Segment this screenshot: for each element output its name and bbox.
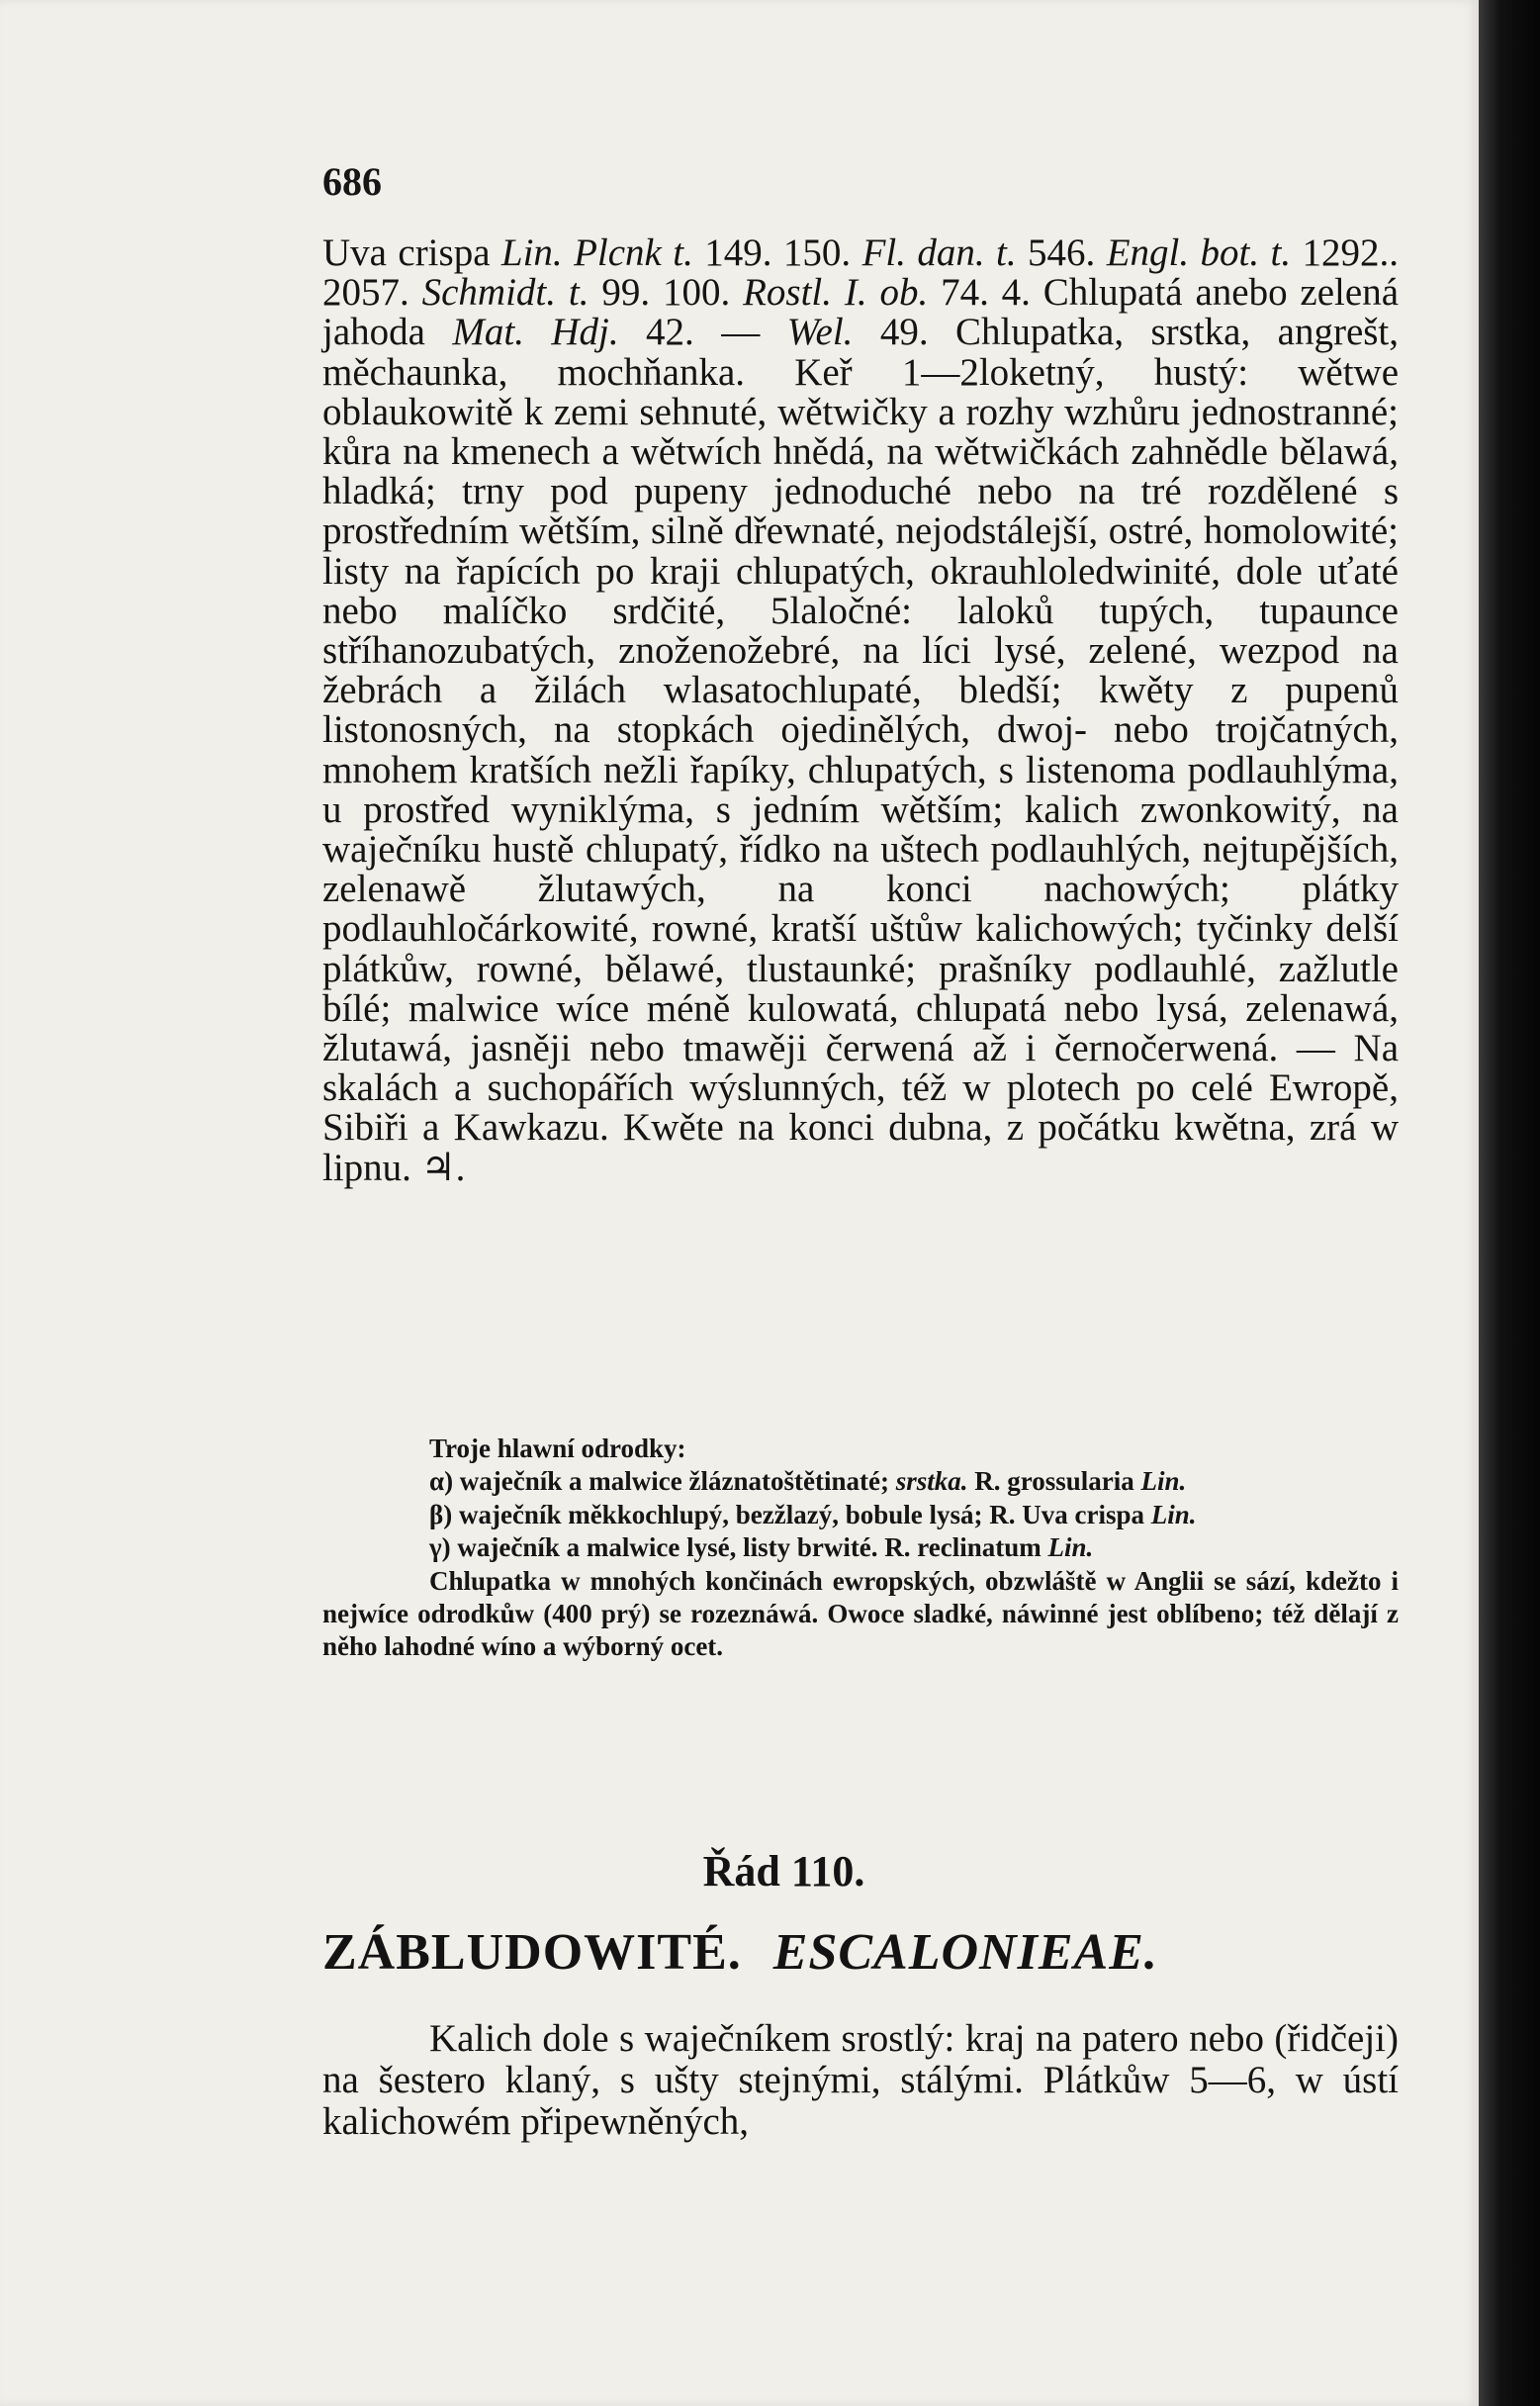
page-number: 686 [322,159,382,204]
entry-description: Keř 1—2loketný, hustý: wětwe oblaukowitě k zemi sehnuté, wětwičky a rozhy wzhůru jednostranné; kůra na kmenech a wětwích hnědá, na wětwičkách zahnědle bělawá, hladká; trny pod pupeny jednoduché nebo na tré rozdělené s prostředním wětším, silně dřewnaté, nejodstálejší, ostré, homolowité; listy na řapících po kraji chlupatých, okrauhloledwinité, dole uťaté nebo malíčko srdčité, 5laločné: laloků tupých, tupaunce stříhanozubatých, znoženožebré, na líci lysé, zelené, wezpod na žebrách a žilách wlasatochlupaté, bledší; kwěty z pupenů listonosných, na stopkách ojedinělých, dwoj- nebo trojčatných, mnohem kratších nežli řapíky, chlupatých, s listenoma podlauhlýma, u prostřed wyniklýma, s jedním wětším; kalich zwonkowitý, na waječníku hustě chlupatý, řídko na uštech podlauhlých, nejtupějších, zelenawě žlutawých, na konci nachowých; plátky podlauhločárkowité, rowné, kratší uštůw kalichowých; tyčinky delší plátkůw, rowné, bělawé, tlustaunké; prašníky podlauhlé, zažlutle bílé; malwice wíce méně kulowatá, chlupatá nebo lysá, zelenawá, žlutawá, jasněji nebo tmawěji čerwená až i černočerwená. — Na skalách a suchopářích wýslunných, též w plotech po celé Ewropě, Sibiři a Kawkazu. Kwěte na konci dubna, z počátku kwětna, zrá w lipnu. ♃. [322,350,1400,1189]
variety-gamma [322,1531,1399,1564]
entry-reference-part: 42. — [618,311,787,354]
entry-common-names: Chlupatka, srstka, angrešt, měchaunka, mochňanka. [322,311,1400,394]
entry-title: Uva crispa [322,231,491,274]
entry-reference-part: 74. 4. Chlupatá anebo zelená jahoda [322,271,1400,354]
entry-reference-part: Mat. Hdj. [452,311,619,354]
variety-beta-text: β) waječník měkkochlupý, bezžlazý, bobule lysá; R. Uva crispa [429,1499,1151,1529]
entry-reference-part: t. [661,231,705,274]
entry-reference-part: Schmidt. t. [421,271,589,315]
varieties-heading: Troje hlawní odrodky: [429,1434,686,1463]
variety-alpha-ref: R. grossularia [967,1466,1141,1497]
main-entry-text [322,233,1399,1188]
entry-reference-part: Lin. Plcnk [500,231,662,274]
variety-alpha-author: Lin. [1140,1466,1187,1497]
variety-alpha-name: srstka. [895,1466,968,1497]
family-name-czech: ZÁBLUDOWITÉ. [322,1924,742,1981]
entry-reference-part: 49. [853,311,929,354]
family-intro-text: Kalich dole s waječníkem srostlý: kraj na patero nebo (řidčeji) na šestero klaný, s ušty stejnými, stálými. Plátkůw 5—6, w ústí kalichowém připewněných, [322,2017,1399,2143]
variety-alpha-text: α) waječník a malwice žláznatoštětinaté; [429,1466,896,1497]
order-heading-text: Řád 110. [702,1847,865,1896]
variety-alpha [322,1465,1399,1498]
entry-reference-part: 149. 150. [704,231,862,274]
family-heading [322,1923,1399,1982]
variety-gamma-text: γ) waječník a malwice lysé, listy brwité. R. reclinatum [429,1532,1048,1563]
entry-reference-part: Engl. bot. t. [1106,231,1292,274]
order-heading [0,1846,1479,1897]
variety-beta-author: Lin. [1150,1499,1197,1529]
entry-reference-part: Fl. dan. t. [861,231,1017,274]
family-name-latin: ESCALONIEAE. [772,1924,1158,1981]
page-edge-shadow [1479,0,1540,2406]
entry-reference-part: 1292.. 2057. [322,231,1400,315]
entry-reference-part: 546. [1016,231,1107,274]
variety-beta [322,1499,1399,1531]
varieties-note: Chlupatka w mnohých končinách ewropských, obzwláště w Anglii se sází, kdežto i nejwíce odrodkůw (400 prý) se rozeznáwá. Owoce sladké, náwinné jest oblíbeno; též dělají z něho lahodné wíno a wýborný ocet. [322,1565,1399,1662]
variety-gamma-author: Lin. [1047,1532,1094,1563]
entry-reference-part: Rostl. I. ob. [743,271,929,315]
varieties-section [322,1433,1399,1664]
entry-reference-part: Wel. [786,311,854,354]
entry-reference-part: 99. 100. [589,271,744,315]
